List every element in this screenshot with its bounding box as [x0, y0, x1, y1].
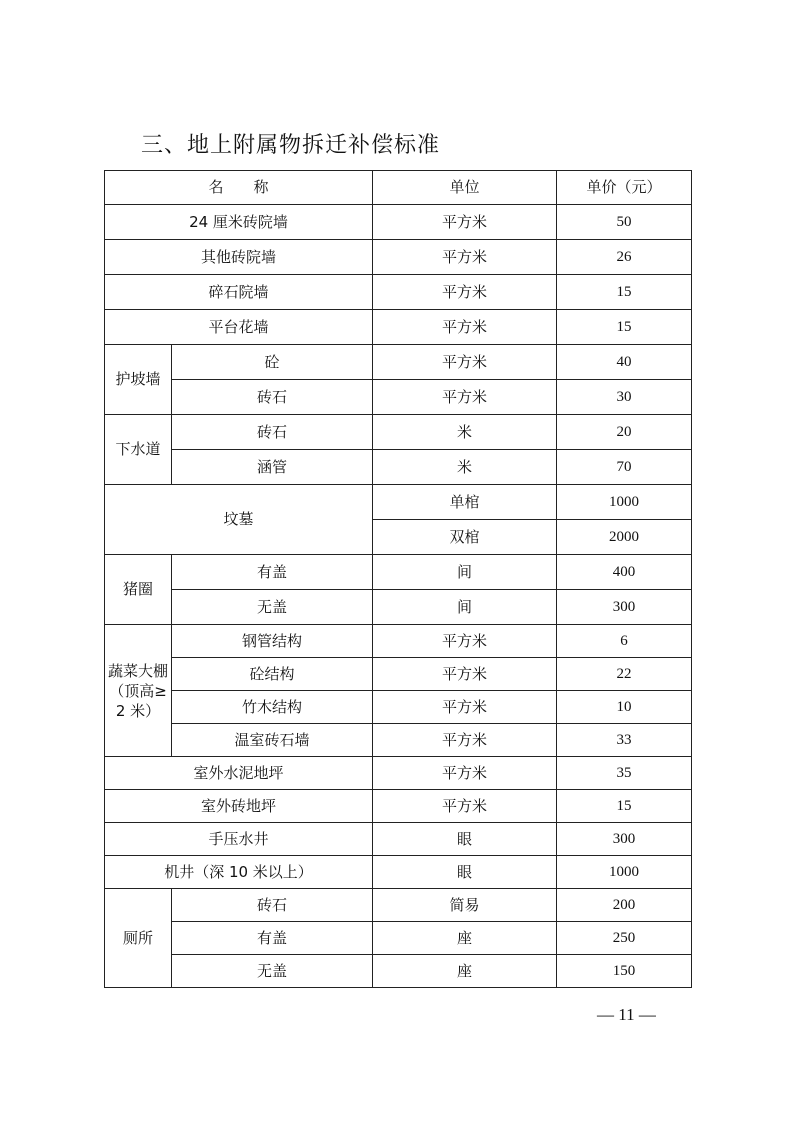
table-row — [105, 823, 692, 856]
item-name: 砖石 — [172, 415, 373, 450]
table-row — [105, 922, 692, 955]
item-price: 15 — [557, 790, 692, 823]
table-row — [105, 724, 692, 757]
item-name: 砖石 — [172, 380, 373, 415]
item-unit: 平方米 — [373, 790, 557, 823]
item-unit: 平方米 — [373, 275, 557, 310]
item-name: 室外砖地坪 — [105, 790, 373, 823]
item-unit: 座 — [373, 922, 557, 955]
table-row — [105, 240, 692, 275]
item-name: 有盖 — [172, 555, 373, 590]
item-name: 竹木结构 — [172, 691, 373, 724]
item-name: 有盖 — [172, 922, 373, 955]
table-row — [105, 955, 692, 988]
item-price: 70 — [557, 450, 692, 485]
header-name: 名 称 — [105, 171, 373, 205]
header-unit: 单位 — [373, 171, 557, 205]
item-name: 其他砖院墙 — [105, 240, 373, 275]
item-price: 6 — [557, 625, 692, 658]
item-unit: 单棺 — [373, 485, 557, 520]
table-row — [105, 757, 692, 790]
item-name: 无盖 — [172, 590, 373, 625]
group-name — [105, 625, 172, 757]
table-row — [105, 275, 692, 310]
item-name: 坟墓 — [105, 485, 373, 555]
item-price: 22 — [557, 658, 692, 691]
item-unit: 平方米 — [373, 240, 557, 275]
group-name-line: 2 米） — [115, 701, 161, 720]
item-name: 24 厘米砖院墙 — [105, 205, 373, 240]
item-price: 10 — [557, 691, 692, 724]
table-row — [105, 790, 692, 823]
item-name: 室外水泥地坪 — [105, 757, 373, 790]
item-price: 300 — [557, 590, 692, 625]
item-price: 15 — [557, 275, 692, 310]
item-unit: 平方米 — [373, 205, 557, 240]
item-name: 碎石院墙 — [105, 275, 373, 310]
item-price: 50 — [557, 205, 692, 240]
compensation-table — [104, 170, 692, 988]
item-unit: 平方米 — [373, 380, 557, 415]
item-unit: 简易 — [373, 889, 557, 922]
page-number: — 11 — — [597, 1005, 656, 1024]
table-row — [105, 889, 692, 922]
table-row — [105, 415, 692, 450]
item-price: 1000 — [557, 856, 692, 889]
item-unit: 米 — [373, 415, 557, 450]
table-row — [105, 555, 692, 590]
item-name: 砼结构 — [172, 658, 373, 691]
header-price: 单价（元） — [557, 171, 692, 205]
item-unit: 间 — [373, 555, 557, 590]
item-unit: 平方米 — [373, 691, 557, 724]
group-name: 下水道 — [105, 415, 172, 485]
item-unit: 平方米 — [373, 658, 557, 691]
item-price: 33 — [557, 724, 692, 757]
item-price: 30 — [557, 380, 692, 415]
item-price: 40 — [557, 345, 692, 380]
group-name: 厕所 — [105, 889, 172, 988]
section-title: 三、地上附属物拆迁补偿标准 — [141, 133, 441, 158]
item-price: 250 — [557, 922, 692, 955]
table-row — [105, 380, 692, 415]
item-unit: 眼 — [373, 823, 557, 856]
item-name: 无盖 — [172, 955, 373, 988]
item-unit: 眼 — [373, 856, 557, 889]
group-name: 护坡墙 — [105, 345, 172, 415]
group-name-line: （顶高≥ — [109, 681, 167, 700]
item-name: 钢管结构 — [172, 625, 373, 658]
table-row — [105, 625, 692, 658]
group-name: 猪圈 — [105, 555, 172, 625]
table-row — [105, 856, 692, 889]
item-name: 涵管 — [172, 450, 373, 485]
item-name: 温室砖石墙 — [172, 724, 373, 757]
item-unit: 座 — [373, 955, 557, 988]
table-row — [105, 590, 692, 625]
table-row — [105, 450, 692, 485]
group-name-line: 蔬菜大棚 — [107, 661, 168, 680]
item-price: 2000 — [557, 520, 692, 555]
table-row — [105, 485, 692, 520]
item-price: 26 — [557, 240, 692, 275]
item-price: 400 — [557, 555, 692, 590]
item-price: 1000 — [557, 485, 692, 520]
item-unit: 平方米 — [373, 310, 557, 345]
item-price: 20 — [557, 415, 692, 450]
table-row — [105, 205, 692, 240]
table-row — [105, 310, 692, 345]
item-unit: 米 — [373, 450, 557, 485]
item-name: 手压水井 — [105, 823, 373, 856]
table-row — [105, 345, 692, 380]
item-price: 300 — [557, 823, 692, 856]
item-unit: 间 — [373, 590, 557, 625]
item-price: 35 — [557, 757, 692, 790]
table-header-row — [105, 171, 692, 205]
item-name: 砼 — [172, 345, 373, 380]
table-row — [105, 658, 692, 691]
item-unit: 平方米 — [373, 625, 557, 658]
item-price: 200 — [557, 889, 692, 922]
item-name: 平台花墙 — [105, 310, 373, 345]
item-unit: 平方米 — [373, 757, 557, 790]
item-price: 15 — [557, 310, 692, 345]
item-unit: 双棺 — [373, 520, 557, 555]
item-price: 150 — [557, 955, 692, 988]
table-row — [105, 691, 692, 724]
item-unit: 平方米 — [373, 345, 557, 380]
item-name: 砖石 — [172, 889, 373, 922]
item-unit: 平方米 — [373, 724, 557, 757]
item-name: 机井（深 10 米以上） — [105, 856, 373, 889]
